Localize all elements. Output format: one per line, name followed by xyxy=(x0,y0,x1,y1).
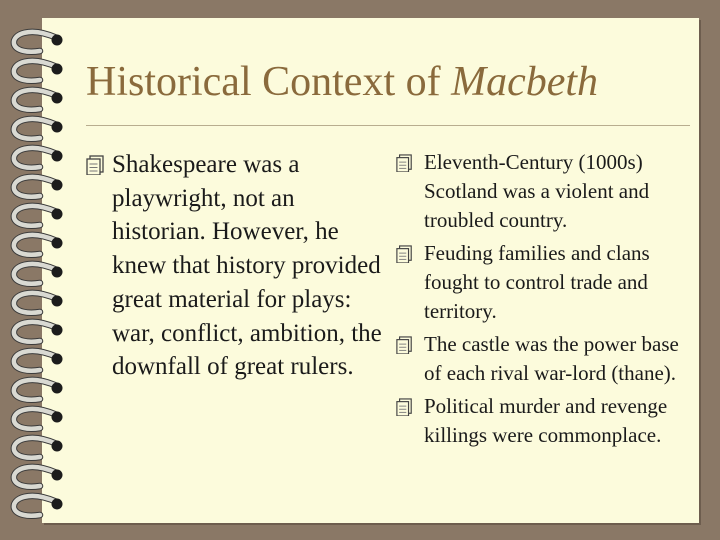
notepad-bullet-icon xyxy=(396,154,413,172)
right-bullet xyxy=(394,392,694,450)
title-divider xyxy=(86,125,690,126)
spiral-ring-icon xyxy=(14,264,63,284)
spiral-ring-icon xyxy=(14,351,63,371)
spiral-ring-icon xyxy=(14,90,63,110)
spiral-ring-icon xyxy=(14,496,63,516)
spiral-ring-icon xyxy=(14,409,63,429)
notepad-bullet-icon xyxy=(86,155,105,175)
right-bullet-text: Political murder and revenge killings were commonplace. xyxy=(424,394,668,447)
title-italic: Macbeth xyxy=(451,59,599,105)
spiral-ring-icon xyxy=(14,438,63,458)
spiral-ring-icon xyxy=(14,380,63,400)
spiral-ring-icon xyxy=(14,177,63,197)
slide-title xyxy=(86,58,598,106)
right-bullet xyxy=(394,148,694,235)
spiral-ring-icon xyxy=(14,61,63,81)
notepad-bullet-icon xyxy=(396,398,413,416)
right-bullet-text: Eleventh-Century (1000s) Scotland was a violent and troubled country. xyxy=(424,150,650,232)
left-column xyxy=(86,148,386,384)
spiral-binding xyxy=(0,0,72,540)
notepad-bullet-icon xyxy=(396,336,413,354)
spiral-ring-icon xyxy=(14,206,63,226)
spiral-ring-icon xyxy=(14,322,63,342)
spiral-ring-icon xyxy=(14,119,63,139)
spiral-ring-icon xyxy=(14,467,63,487)
spiral-ring-icon xyxy=(14,32,63,52)
spiral-ring-icon xyxy=(14,148,63,168)
right-bullet-text: Feuding families and clans fought to control trade and territory. xyxy=(424,241,650,323)
left-bullet xyxy=(86,148,386,384)
notepad-bullet-icon xyxy=(396,245,413,263)
left-bullet-text: Shakespeare was a playwright, not an historian. However, he knew that history provided great material for plays: war, conflict, ambition, the downfall of great rulers. xyxy=(112,151,382,381)
right-column xyxy=(394,148,694,454)
right-bullet xyxy=(394,330,694,388)
right-bullet xyxy=(394,239,694,326)
right-bullet-text: The castle was the power base of each rival war-lord (thane). xyxy=(424,332,679,385)
title-main: Historical Context of xyxy=(86,59,452,105)
spiral-ring-icon xyxy=(14,235,63,255)
spiral-ring-icon xyxy=(14,293,63,313)
